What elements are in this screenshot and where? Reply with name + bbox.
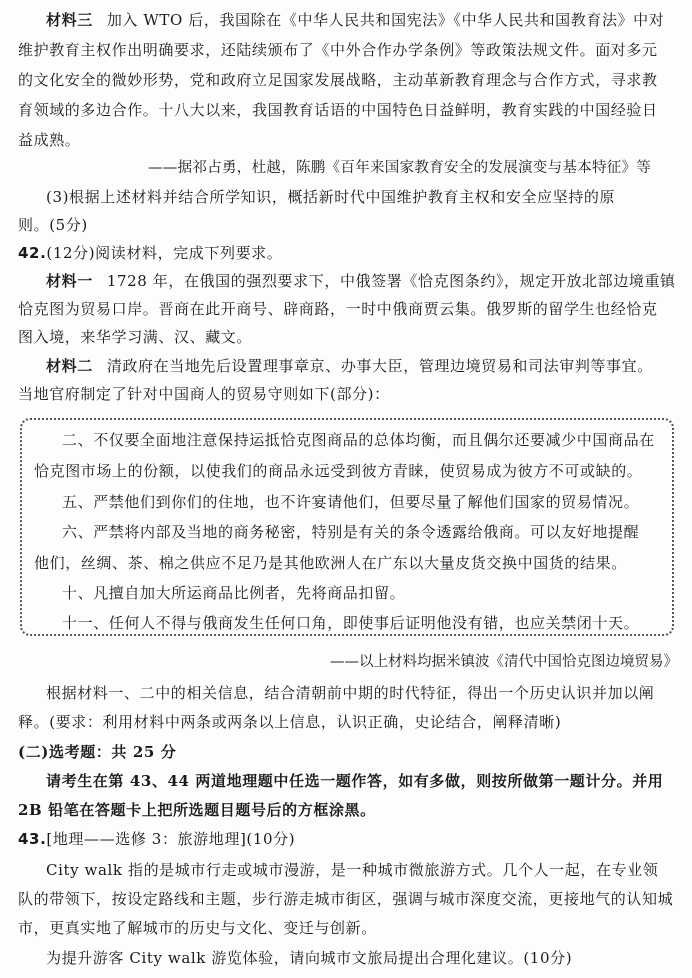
q42-material2-line-1: 材料二 清政府在当地先后设置理事章京、办事大臣，管理边境贸易和司法审判等事宜。: [46, 357, 653, 375]
rule-line-2: 恰克图市场上的份额，以使我们的商品永远受到彼方青睐，使贸易成为彼方不可或缺的。: [34, 462, 643, 480]
q43-line-4: 为提升游客 City walk 游览体验，请向城市文旅局提出合理化建议。(10分): [46, 949, 573, 967]
question3-line-1: (3)根据上述材料并结合所学知识，概括新时代中国维护教育主权和安全应坚持的原: [46, 188, 616, 206]
q42-task-line-1: 根据材料一、二中的相关信息，结合清朝前中期的时代特征，得出一个历史认识并加以阐: [46, 684, 655, 702]
rule-line-3: 五、严禁他们到你们的住地，也不许宴请他们，但要尽量了解他们国家的贸易情况。: [62, 493, 640, 511]
q42-material1-line-3: 图入境，来华学习满、汉、藏文。: [18, 328, 253, 346]
material3-line-1: 材料三 加入 WTO 后，我国除在《中华人民共和国宪法》《中华人民共和国教育法》中对: [46, 11, 665, 29]
section2-instructions-line-2: 2B 铅笔在答题卡上把所选题目题号后的方框涂黑。: [18, 801, 376, 819]
q42-number: 42.: [18, 244, 47, 262]
material3-line-4: 育领域的多边合作。十八大以来，我国教育话语的中国特色日益鲜明，教育实践的中国经验日: [18, 101, 658, 119]
material3-line-3: 的文化安全的微妙形势，党和政府立足国家发展战略，主动革新教育理念与合作方式，寻求教: [18, 71, 658, 89]
q42-material2-line-2: 当地官府制定了针对中国商人的贸易守则如下(部分)：: [18, 385, 390, 403]
q42-material1-line-1: 材料一 1728 年，在俄国的强烈要求下，中俄签署《恰克图条约》，规定开放北部边境重镇: [46, 272, 676, 290]
material3-line-2: 维护教育主权作出明确要求，还陆续颁布了《中外合作办学条例》等政策法规文件。面对多元: [18, 41, 658, 59]
section2-title: (二)选考题：共 25 分: [18, 743, 177, 761]
q43-line-3: 市，更真实地了解城市的历史与文化、变迁与创新。: [18, 919, 377, 937]
q43-line-2: 队的带领下，按设定路线和主题，步行游走城市街区，强调与城市深度交流，更接地气的认知城: [18, 890, 674, 908]
q42-header: 42.(12分)阅读材料，完成下列要求。: [18, 244, 283, 262]
q42-material2-label: 材料二: [46, 357, 93, 375]
question3-line-2: 则。(5分): [18, 216, 88, 234]
rule-line-1: 二、不仅要全面地注意保持运抵恰克图商品的总体均衡，而且偶尔还要减少中国商品在: [62, 431, 655, 449]
q43-line-1: City walk 指的是城市行走或城市漫游，是一种城市微旅游方式。几个人一起，在专业领: [46, 861, 659, 879]
material3-source: ——据祁占勇，杜越，陈鹏《百年来国家教育安全的发展演变与基本特征》等: [148, 160, 652, 176]
rule-line-7: 十一、任何人不得与俄商发生任何口角，即使事后证明他没有错，也应关禁闭十天。: [62, 614, 640, 632]
material3-line-5: 益成熟。: [18, 131, 81, 149]
rule-line-5: 他们，丝绸、茶、棉之供应不足乃是其他欧洲人在广东以大量皮货交换中国货的结果。: [34, 554, 627, 572]
q42-material1-label: 材料一: [46, 272, 93, 290]
rule-line-6: 十、凡擅自加大所运商品比例者，先将商品扣留。: [62, 584, 406, 602]
q42-task-line-2: 释。(要求：利用材料中两条或两条以上信息，认识正确，史论结合，阐释清晰): [18, 713, 562, 731]
q42-source: ——以上材料均据米镇波《清代中国恰克图边境贸易》: [330, 654, 678, 670]
q42-material1-line-2: 恰克图为贸易口岸。晋商在此开商号、辟商路，一时中俄商贾云集。俄罗斯的留学生也经恰克: [18, 300, 658, 318]
section2-instructions-line-1: 请考生在第 43、44 两道地理题中任选一题作答，如有多做，则按所做第一题计分。并用: [46, 772, 664, 790]
q43-number: 43.: [18, 830, 47, 848]
q43-header: 43.[地理——选修 3：旅游地理](10分): [18, 830, 296, 848]
material3-label: 材料三: [46, 11, 93, 29]
rule-line-4: 六、严禁将内部及当地的商务秘密，特别是有关的条令透露给俄商。可以友好地提醒: [62, 523, 640, 541]
